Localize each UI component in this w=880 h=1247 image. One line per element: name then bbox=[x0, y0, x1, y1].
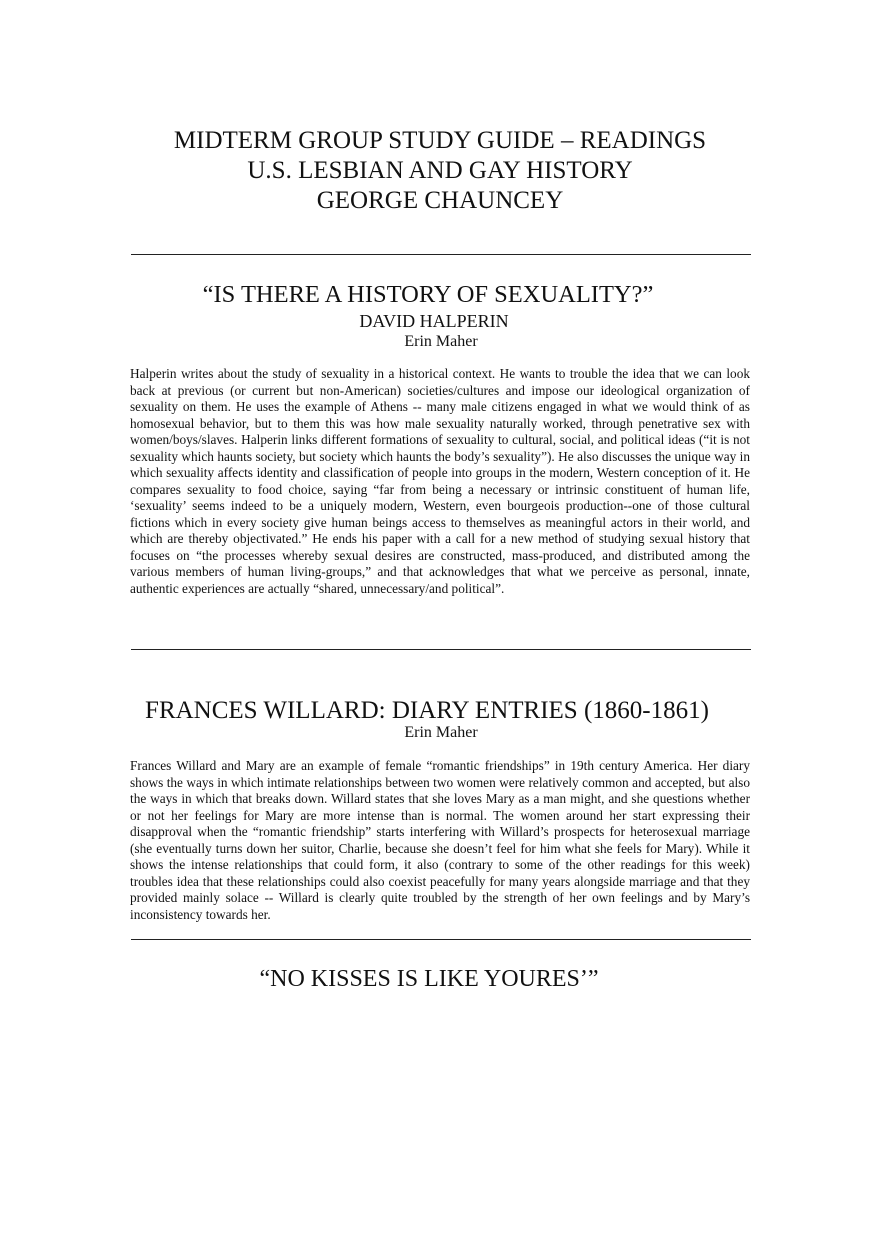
section-body: Frances Willard and Mary are an example of female “romantic friendships” in 19th century America. Her diary shows the ways in which intimate relationships between two women were relatively common and accepted, but also the ways in which that breaks down. Willard states that she loves Mary as a man might, and she questions whether or not her feelings for Mary are more intense than is normal. The women around her start expressing their disapproval when the “romantic friendship” starts interfering with Willard’s prospects for heterosexual marriage (she eventually turns down her suitor, Charlie, because she doesn’t feel for him what she feels for Mary). While it shows the intense relationships that could form, it also (contrary to some of the other readings for this week) troubles idea that these relationships could also coexist peacefully for many years alongside marriage and that they provided mainly solace -- Willard is clearly quite troubled by the strength of her own feelings and by Mary’s inconsistency towards her. bbox=[130, 758, 750, 922]
section-divider bbox=[131, 649, 751, 650]
section-divider bbox=[131, 939, 751, 940]
section-heading: “NO KISSES IS LIKE YOURES’” bbox=[259, 966, 599, 992]
section-heading: “IS THERE A HISTORY OF SEXUALITY?” bbox=[202, 281, 654, 308]
section-contributor: Erin Maher bbox=[404, 333, 478, 350]
title-line: MIDTERM GROUP STUDY GUIDE – READINGS bbox=[173, 127, 707, 154]
section-heading: FRANCES WILLARD: DIARY ENTRIES (1860-1861) bbox=[145, 697, 709, 724]
document-title bbox=[0, 126, 880, 216]
section-author: DAVID HALPERIN bbox=[359, 311, 509, 331]
section-contributor: Erin Maher bbox=[404, 724, 478, 741]
section-body: Halperin writes about the study of sexuality in a historical context. He wants to trouble the idea that we can look back at previous (or current but non-American) societies/cultures and impose our ideological organization of sexuality on them. He uses the example of Athens -- many male citizens engaged in what we would think of as homosexual behavior, but to them this was how male sexuality naturally worked, through penetrative sex with women/boys/slaves. Halperin links different formations of sexuality to cultural, social, and political ideas (“it is not sexuality which haunts society, but society which haunts the body’s sexuality”). He also discusses the unique way in which sexuality affects identity and classification of people into groups in the modern, Western conception of it. He compares sexuality to food choice, saying “far from being a necessary or intrinsic constituent of human life, ‘sexuality’ seems indeed to be a uniquely modern, Western, even bourgeois production--one of those cultural fictions which in every society give human beings access to themselves as meaningful actors in their world, and which are thereby objectivated.” He ends his paper with a call for a new method of studying sexual history that focuses on “the processes whereby sexual desires are constructed, mass-produced, and distributed among the various members of human living-groups,” and that acknowledges that what we perceive as personal, innate, authentic experiences are actually “shared, unnecessary/and political”. bbox=[130, 366, 750, 596]
title-line: GEORGE CHAUNCEY bbox=[316, 187, 564, 214]
title-line: U.S. LESBIAN AND GAY HISTORY bbox=[247, 157, 633, 184]
section-divider bbox=[131, 254, 751, 255]
